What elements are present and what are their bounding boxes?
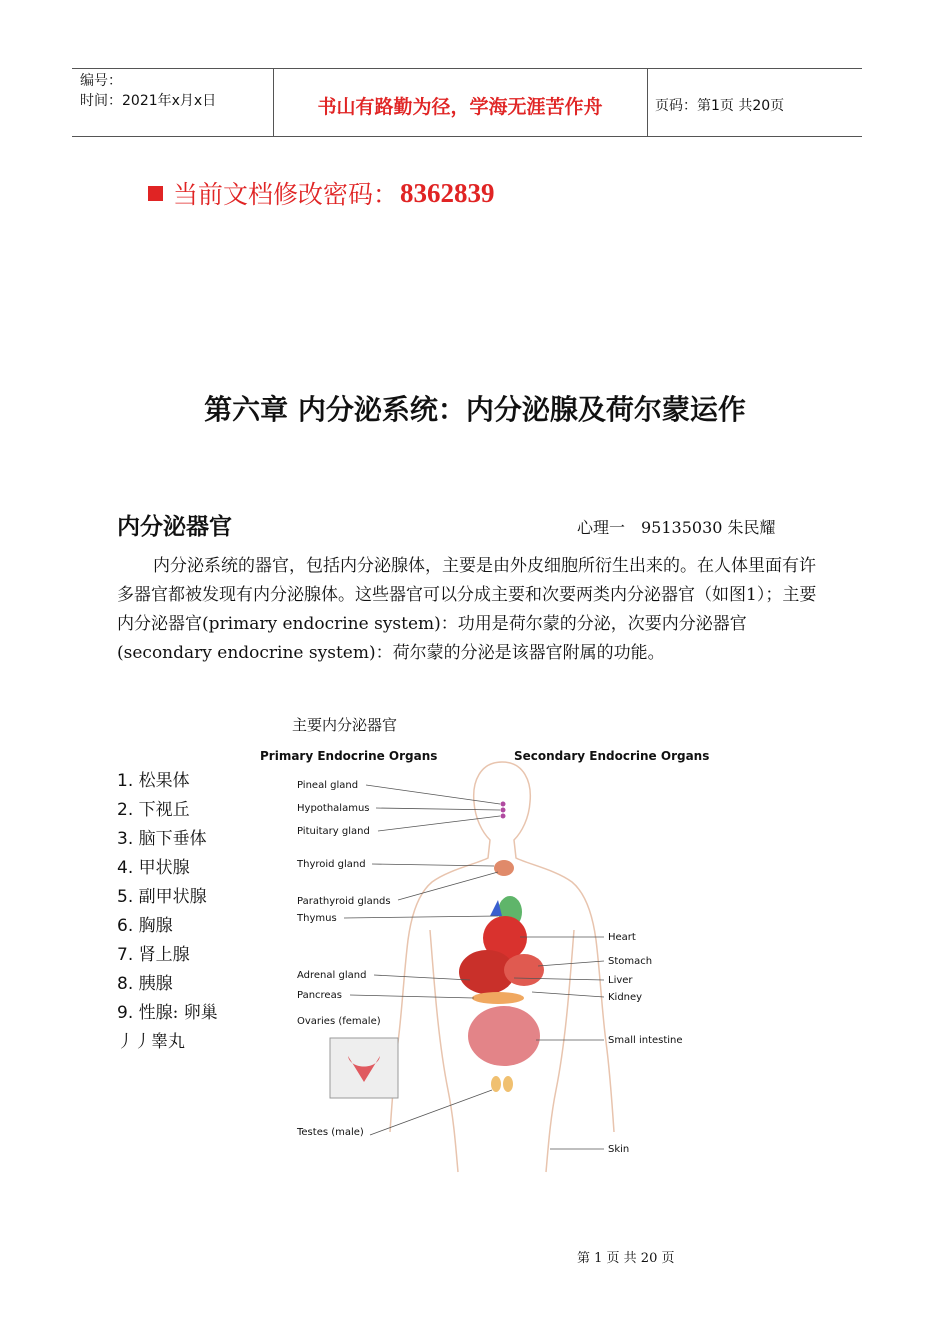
label-skin: Skin <box>608 1144 630 1155</box>
label-heart: Heart <box>608 932 636 943</box>
pancreas-shape <box>472 992 524 1004</box>
list-item: 2. 下视丘 <box>117 800 190 820</box>
secondary-organs-heading: Secondary Endocrine Organs <box>514 749 710 763</box>
label-ovaries: Ovaries (female) <box>297 1016 381 1027</box>
list-item: 9. 性腺: 卵巢 <box>117 1003 218 1023</box>
label-small-intestine: Small intestine <box>608 1035 683 1046</box>
testes-shape-right <box>503 1076 513 1092</box>
organ-list <box>117 767 218 1057</box>
list-item: 6. 胸腺 <box>117 916 173 936</box>
list-item: 1. 松果体 <box>117 771 190 791</box>
figure-caption: 主要内分泌器官 <box>292 716 398 734</box>
hypothalamus-dot <box>501 808 506 813</box>
endocrine-organs-figure <box>252 740 742 1180</box>
header-page-info: 页码：第1页 共20页 <box>655 98 785 114</box>
label-testes: Testes (male) <box>297 1127 364 1138</box>
password-code: 8362839 <box>400 177 495 208</box>
section-heading: 内分泌器官 <box>117 513 232 540</box>
list-item: 8. 胰腺 <box>117 974 173 994</box>
label-thymus: Thymus <box>297 913 337 924</box>
header-number-label: 编号： <box>80 73 122 89</box>
chapter-title: 第六章 内分泌系统：内分泌腺及荷尔蒙运作 <box>204 393 746 426</box>
label-pituitary-gland: Pituitary gland <box>297 826 370 837</box>
list-item: 3. 脑下垂体 <box>117 829 207 849</box>
list-item: 丿丿睾丸 <box>117 1032 185 1052</box>
red-square-bullet-icon <box>148 186 163 201</box>
author-line: 心理一 95135030 朱民耀 <box>577 518 776 537</box>
label-kidney: Kidney <box>608 992 643 1003</box>
list-item: 5. 副甲状腺 <box>117 887 207 907</box>
pineal-dot <box>501 802 506 807</box>
body-paragraph: 内分泌系统的器官，包括内分泌腺体，主要是由外皮细胞所衍生出来的。在人体里面有许多器官都被发现有内分泌腺体。这些器官可以分成主要和次要两类内分泌器官（如图1）；主要内分泌器官(primary endocrine system)：功用是荷尔蒙的分泌，次要内分泌器官(secondary endocrine system)：荷尔蒙的分泌是该器官附属的功能。 <box>117 556 817 663</box>
header-time-label: 时间：2021年x月x日 <box>80 93 217 109</box>
intestine-shape <box>468 1006 540 1066</box>
label-pancreas: Pancreas <box>297 990 342 1001</box>
label-pineal-gland: Pineal gland <box>297 780 359 791</box>
thyroid-shape <box>494 860 514 876</box>
header-meta <box>80 71 216 111</box>
organ-illustration <box>459 802 544 1093</box>
header-motto: 书山有路勤为径，学海无涯苦作舟 <box>317 96 603 118</box>
header-top-rule <box>72 68 862 69</box>
password-label: 当前文档修改密码： <box>173 180 399 209</box>
header-divider-right <box>647 68 648 136</box>
stomach-shape <box>504 954 544 986</box>
list-item: 4. 甲状腺 <box>117 858 190 878</box>
testes-shape-left <box>491 1076 501 1092</box>
list-item: 7. 肾上腺 <box>117 945 190 965</box>
label-hypothalamus: Hypothalamus <box>297 803 370 814</box>
label-liver: Liver <box>608 975 633 986</box>
label-stomach: Stomach <box>608 956 653 967</box>
label-thyroid-gland: Thyroid gland <box>297 859 366 870</box>
page-footer: 第 1 页 共 20 页 <box>577 1251 675 1266</box>
label-adrenal-gland: Adrenal gland <box>297 970 367 981</box>
password-line <box>148 175 495 211</box>
pituitary-dot <box>501 814 506 819</box>
primary-organs-heading: Primary Endocrine Organs <box>260 749 438 763</box>
label-parathyroid-glands: Parathyroid glands <box>297 896 391 907</box>
header-bottom-rule <box>72 136 862 137</box>
